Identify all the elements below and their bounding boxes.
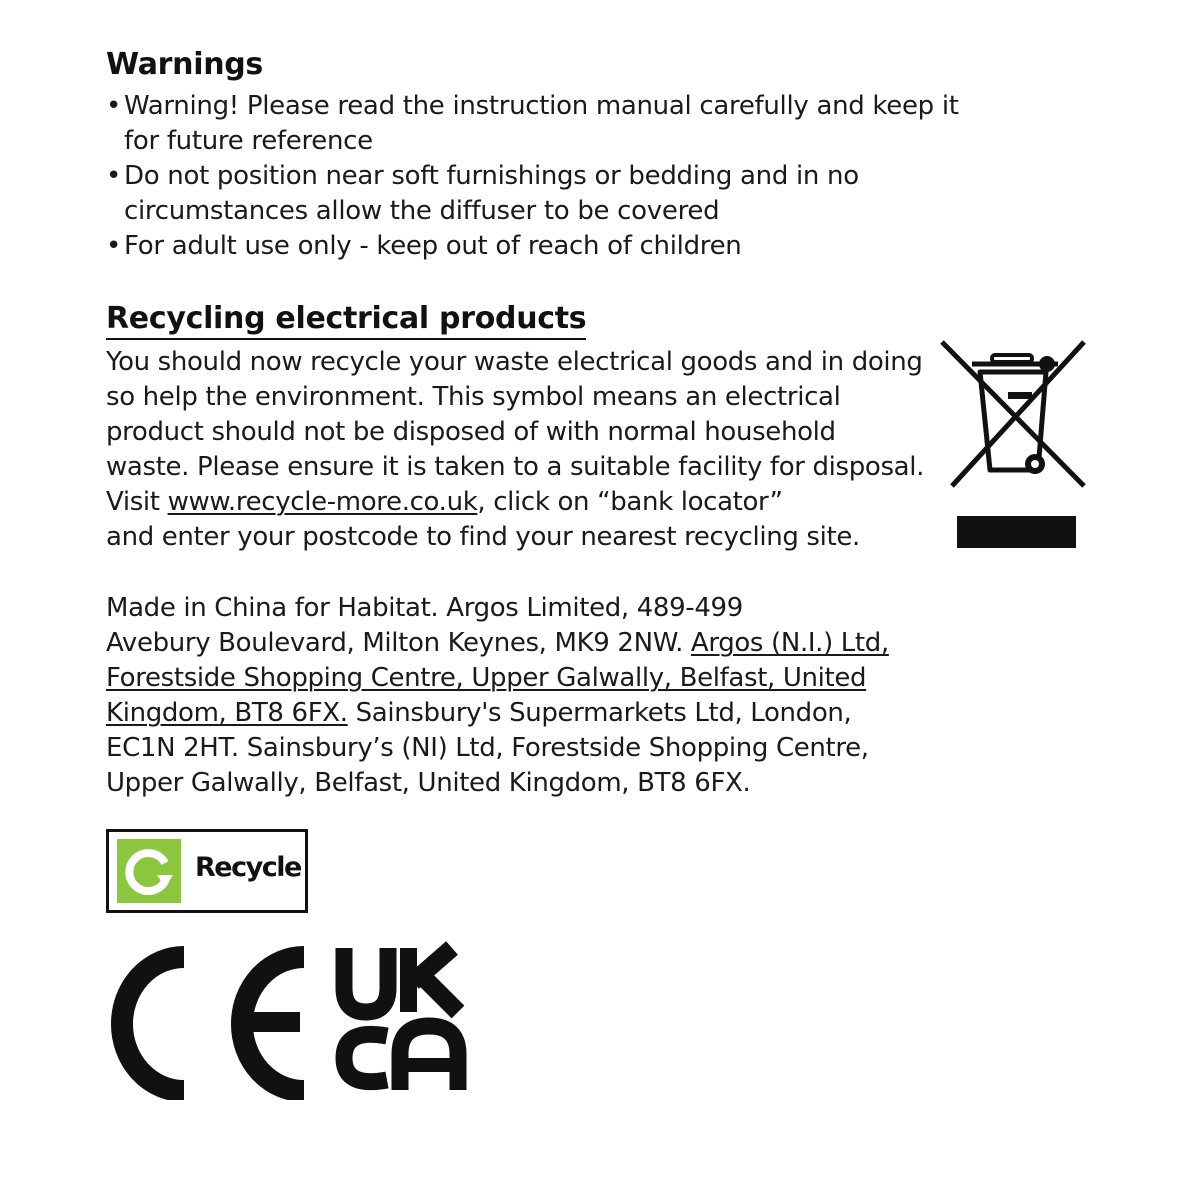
address-line: Made in China for Habitat. Argos Limited, 489-499 [106,593,743,623]
recycling-paragraph [106,345,924,555]
visit-prefix: Visit [106,487,168,517]
warning-item: • Warning! Please read the instruction manual carefully and keep it for future reference [106,89,984,159]
recycling-line: and enter your postcode to find your nearest recycling site. [106,522,860,552]
visit-suffix: , click on “bank locator” [477,487,783,517]
argos-ni-address-link: Argos (N.I.) Ltd, [690,628,889,658]
address-line [106,696,889,731]
recycling-line: product should not be disposed of with normal household [106,417,836,447]
ce-mark [122,957,304,1091]
warning-item: • For adult use only - keep out of reach of children [106,229,984,264]
address-line: EC1N 2HT. Sainsbury’s (NI) Ltd, Forestside Shopping Centre, [106,733,869,763]
warnings-list [106,89,984,264]
recycle-label: Recycle [195,852,301,883]
address-line: Forestside Shopping Centre, Upper Galwally, Belfast, United [106,663,867,693]
ukca-mark [344,948,458,1090]
argos-ni-address-link: Kingdom, BT8 6FX. [106,698,348,728]
warning-item: • Do not position near soft furnishings or bedding and in no circumstances allow the diffuser to be covered [106,159,984,229]
address-line [106,626,889,661]
address-text: Avebury Boulevard, Milton Keynes, MK9 2NW. [106,628,691,658]
recycle-more-link[interactable]: www.recycle-more.co.uk [167,487,478,517]
recycle-arrow-icon [117,839,181,903]
recycling-visit-line [106,485,924,520]
recycling-line: waste. Please ensure it is taken to a suitable facility for disposal. [106,452,925,482]
crossed-out-wheelie-bin-icon [940,338,1086,552]
address-text: Sainsbury's Supermarkets Ltd, London, [347,698,852,728]
address-line: Upper Galwally, Belfast, United Kingdom, BT8 6FX. [106,768,751,798]
recycling-heading: Recycling electrical products [106,301,586,340]
recycle-badge [106,829,308,913]
ce-ukca-marks [104,940,484,1100]
address-paragraph [106,591,889,801]
recycling-line: so help the environment. This symbol means an electrical [106,382,841,412]
recycling-line: You should now recycle your waste electrical goods and in doing [106,347,923,377]
warnings-heading: Warnings [106,47,263,82]
